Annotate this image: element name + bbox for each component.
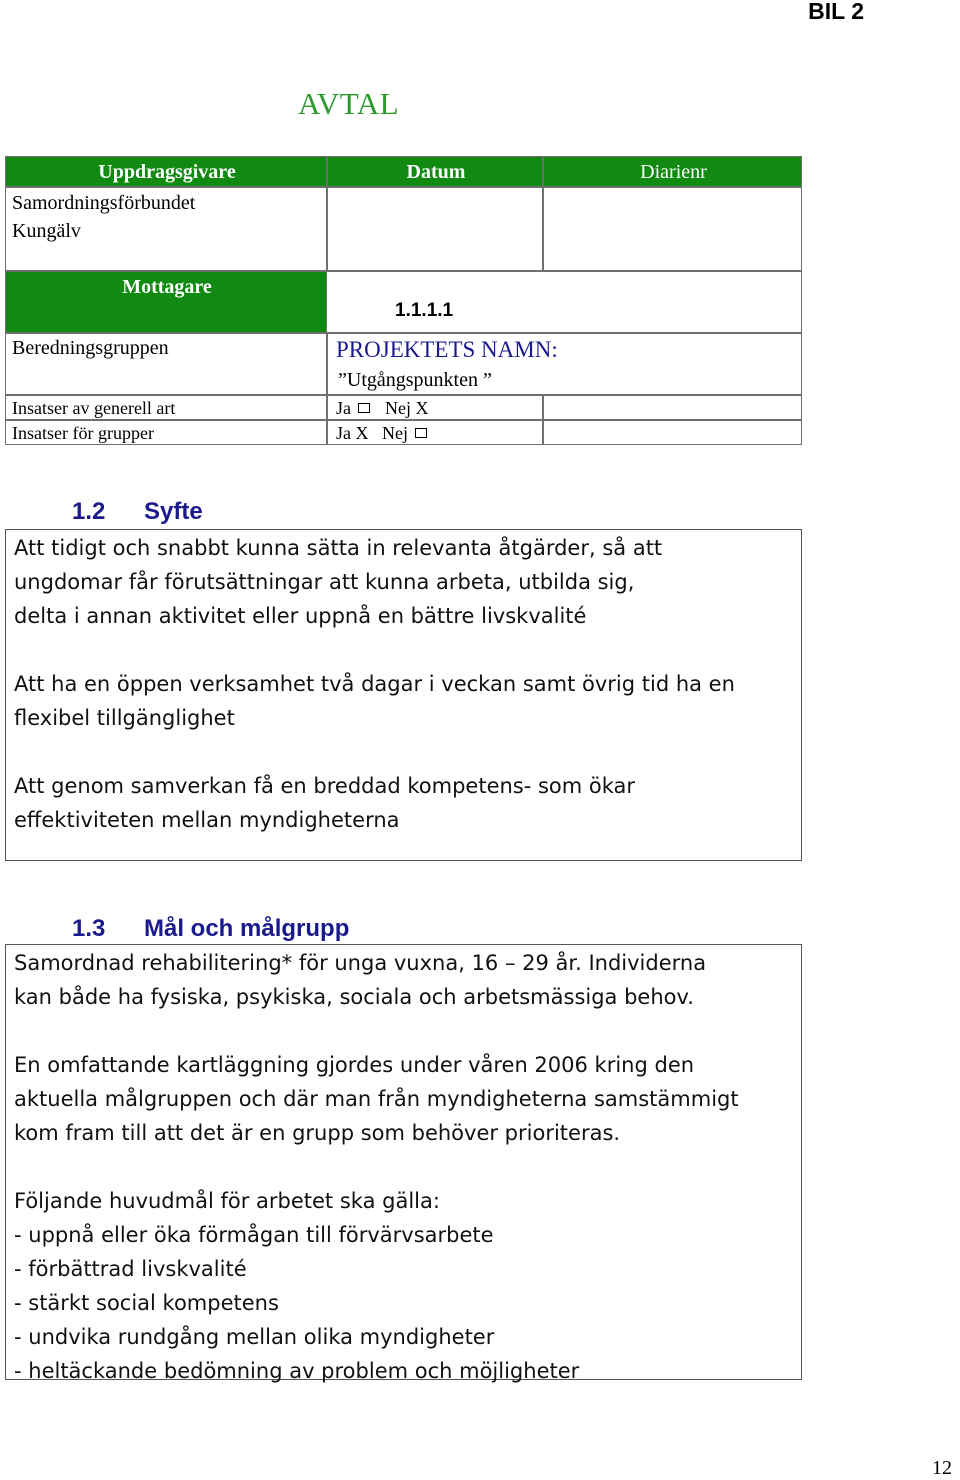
nej-label: Nej bbox=[385, 398, 411, 418]
nej-mark: X bbox=[415, 398, 429, 418]
paragraph-spacer bbox=[6, 1014, 801, 1048]
row-grupper-label: Insatser för grupper bbox=[12, 423, 154, 443]
document-title: AVTAL bbox=[298, 86, 400, 121]
text-line: Att ha en öppen verksamhet två dagar i veckan samt övrig tid ha en bbox=[14, 672, 735, 696]
text-line: - stärkt social kompetens bbox=[14, 1291, 279, 1315]
row-generell-choice bbox=[336, 394, 429, 422]
text-line: Att tidigt och snabbt kunna sätta in relevanta åtgärder, så att bbox=[14, 536, 663, 560]
attachment-label: BIL 2 bbox=[808, 0, 864, 24]
syfte-number: 1.2 bbox=[72, 498, 106, 525]
mal-heading bbox=[72, 915, 349, 943]
uppdragsgivare-value-line1: Samordningsförbundet bbox=[12, 192, 196, 214]
diarienr-label: Diarienr bbox=[640, 161, 707, 183]
syfte-panel bbox=[5, 529, 802, 861]
mottagare-value: Beredningsgruppen bbox=[12, 337, 169, 359]
paragraph-spacer bbox=[6, 1150, 801, 1184]
text-line: ungdomar får förutsättningar att kunna arbeta, utbilda sig, bbox=[14, 570, 635, 594]
row-grupper-choice-cell bbox=[327, 420, 543, 445]
checkbox-empty-icon bbox=[415, 428, 427, 438]
diarienr-value-cell bbox=[543, 187, 802, 271]
row-grupper-empty-cell bbox=[543, 420, 802, 445]
uppdragsgivare-value-line2: Kungälv bbox=[12, 220, 81, 242]
page-number: 12 bbox=[932, 1457, 952, 1479]
project-name: ”Utgångspunkten ” bbox=[338, 369, 492, 391]
row-generell-choice-cell bbox=[327, 395, 543, 420]
row-grupper-label-cell bbox=[5, 420, 327, 445]
ja-mark: X bbox=[355, 423, 369, 443]
text-line: Att genom samverkan få en breddad kompetens- som ökar bbox=[14, 774, 636, 798]
project-name-cell bbox=[327, 333, 802, 395]
row-generell-label: Insatser av generell art bbox=[12, 398, 176, 418]
text-line: flexibel tillgänglighet bbox=[14, 706, 235, 730]
paragraph-spacer bbox=[6, 633, 801, 667]
ja-label: Ja bbox=[336, 398, 351, 418]
text-line: Följande huvudmål för arbetet ska gälla: bbox=[14, 1189, 440, 1213]
agreement-table bbox=[5, 156, 802, 445]
project-label: PROJEKTETS NAMN: bbox=[336, 337, 558, 362]
text-line: Samordnad rehabilitering* för unga vuxna, 16 – 29 år. Individerna bbox=[14, 951, 707, 975]
nej-label: Nej bbox=[382, 423, 408, 443]
text-line: - heltäckande bedömning av problem och möjligheter bbox=[14, 1359, 580, 1383]
text-line: - förbättrad livskvalité bbox=[14, 1257, 247, 1281]
row-generell-empty-cell bbox=[543, 395, 802, 420]
text-line: kom fram till att det är en grupp som behöver prioriteras. bbox=[14, 1121, 621, 1145]
uppdragsgivare-value-cell bbox=[5, 187, 327, 271]
mal-title: Mål och målgrupp bbox=[144, 915, 350, 942]
ja-label: Ja bbox=[336, 423, 351, 443]
checkbox-empty-icon bbox=[358, 403, 370, 413]
mottagare-header-cell bbox=[5, 271, 327, 333]
text-line: kan både ha fysiska, psykiska, sociala och arbetsmässiga behov. bbox=[14, 985, 694, 1009]
mal-number: 1.3 bbox=[72, 915, 106, 942]
datum-value-cell bbox=[327, 187, 543, 271]
text-line: effektiviteten mellan myndigheterna bbox=[14, 808, 400, 832]
text-line: - undvika rundgång mellan olika myndigheter bbox=[14, 1325, 495, 1349]
mottagare-label: Mottagare bbox=[122, 276, 212, 298]
syfte-title: Syfte bbox=[144, 498, 203, 525]
row-generell-label-cell bbox=[5, 395, 327, 420]
mal-panel bbox=[5, 944, 802, 1383]
mottagare-value-cell bbox=[5, 333, 327, 395]
section-number-cell bbox=[327, 271, 802, 333]
text-line: - uppnå eller öka förmågan till förvärvsarbete bbox=[14, 1223, 494, 1247]
text-line: delta i annan aktivitet eller uppnå en bättre livskvalité bbox=[14, 604, 587, 628]
uppdragsgivare-label: Uppdragsgivare bbox=[98, 161, 236, 183]
diarienr-header-cell bbox=[543, 156, 802, 187]
row-grupper-choice bbox=[336, 419, 429, 447]
text-line: En omfattande kartläggning gjordes under våren 2006 kring den bbox=[14, 1053, 695, 1077]
paragraph-spacer bbox=[6, 735, 801, 769]
section-number: 1.1.1.1 bbox=[395, 300, 454, 321]
uppdragsgivare-header-cell bbox=[5, 156, 327, 187]
datum-header-cell bbox=[327, 156, 543, 187]
text-line: aktuella målgruppen och där man från myndigheterna samstämmigt bbox=[14, 1087, 739, 1111]
syfte-heading bbox=[72, 498, 203, 526]
datum-label: Datum bbox=[406, 161, 466, 183]
